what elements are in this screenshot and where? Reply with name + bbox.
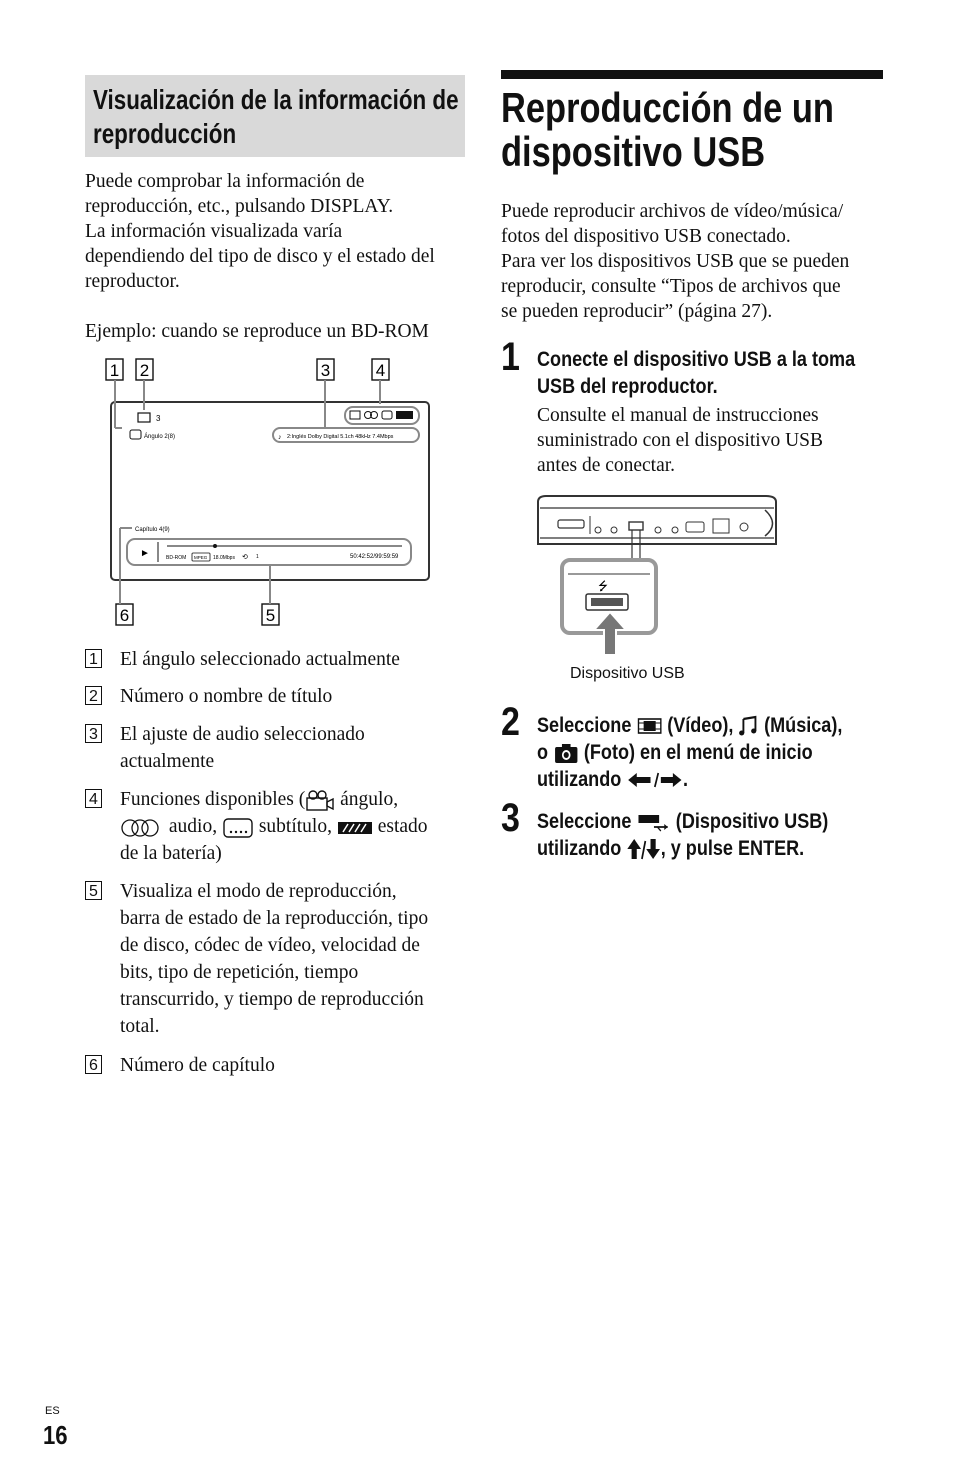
step-text: (Música),: [759, 714, 843, 737]
chapter-text: Capítulo 4(9): [135, 527, 170, 533]
title-rule: [501, 70, 883, 79]
step-title: [537, 712, 898, 793]
example-caption: Ejemplo: cuando se reproduce un BD-ROM: [85, 321, 429, 342]
step-line: USB del reproductor.: [537, 375, 718, 398]
item-text: subtítulo,: [253, 816, 337, 837]
step-body-line: Consulte el manual de instrucciones: [537, 405, 819, 426]
intro-line: Puede reproducir archivos de vídeo/música/: [501, 201, 844, 222]
battery-icon: [396, 411, 413, 419]
callout-label: 4: [375, 361, 386, 380]
usb-connection-illustration: [530, 490, 790, 660]
bitrate: 18.0Mbps: [213, 555, 235, 561]
step-body-line: suministrado con el dispositivo USB: [537, 430, 824, 451]
usb-symbol-icon: ⭍: [598, 579, 608, 593]
intro-line: Puede comprobar la información de: [85, 171, 365, 192]
step-title: [537, 808, 898, 862]
step-text: Seleccione: [537, 714, 637, 737]
step-text: , y pulse ENTER.: [660, 837, 805, 860]
step-body: [537, 403, 823, 478]
intro-line: Para ver los dispositivos USB que se pueden: [501, 251, 850, 272]
camera-angle-icon: [305, 790, 335, 812]
battery-icon: [337, 819, 373, 837]
intro-line: fotos del dispositivo USB conectado.: [501, 226, 791, 247]
audio-icon: [120, 818, 164, 838]
item-text: audio,: [164, 816, 222, 837]
item-text: barra de estado de la reproducción, tipo: [120, 908, 429, 929]
step-text: utilizando: [537, 768, 627, 791]
section-heading: Visualización de la información de reproducción: [93, 84, 459, 149]
step-text: .: [683, 768, 689, 791]
music-icon: [738, 715, 759, 737]
item-text: total.: [120, 1016, 160, 1037]
title-line: Reproducción de un: [501, 84, 834, 131]
intro-line: reproductor.: [85, 271, 180, 292]
step-title: [537, 346, 881, 400]
title-line: dispositivo USB: [501, 128, 766, 175]
item-text: de la batería): [120, 843, 222, 864]
codec: MPEG: [194, 555, 208, 560]
step-text: Seleccione: [537, 810, 637, 833]
title-number: 3: [156, 414, 161, 423]
step-number: 1: [501, 335, 520, 379]
item-number: 3: [85, 724, 102, 743]
repeat-value: 1: [256, 554, 259, 560]
audio-text: 2:Inglés Dolby Digital 5.1ch 48kHz 7.4Mbps: [287, 434, 394, 440]
callout-label: 2: [139, 361, 150, 380]
angle-text: Ángulo 2(8): [144, 434, 176, 440]
step-text: (Foto) en el menú de inicio: [578, 741, 813, 764]
intro-line: se pueden reproducir” (página 27).: [501, 301, 773, 322]
step-text: utilizando: [537, 837, 627, 860]
item-text: El ángulo seleccionado actualmente: [120, 649, 400, 670]
callout-label: 6: [119, 606, 130, 625]
page-number: 16: [43, 1420, 68, 1450]
item-text: Número o nombre de título: [120, 686, 333, 707]
item-text: transcurrido, y tiempo de reproducción: [120, 989, 424, 1010]
page-language: ES: [45, 1405, 60, 1417]
repeat-icon: ⟲: [242, 553, 248, 561]
left-right-arrows-icon: [626, 770, 683, 790]
item-text: Visualiza el modo de reproducción,: [120, 881, 397, 902]
item-number: 4: [85, 789, 102, 808]
item-text: Funciones disponibles (: [120, 789, 306, 810]
item-number: 5: [85, 881, 102, 900]
device-label: Dispositivo USB: [570, 665, 685, 682]
item-text: de disco, códec de vídeo, velocidad de: [120, 935, 420, 956]
step-text: (Vídeo),: [662, 714, 739, 737]
item-number: 6: [85, 1055, 102, 1074]
intro-paragraph: [85, 169, 435, 294]
display-info-diagram: [100, 352, 440, 632]
callout-label: 5: [265, 606, 276, 625]
subtitle-icon: [222, 817, 254, 839]
callout-label: 3: [320, 361, 331, 380]
item-text: El ajuste de audio seleccionado: [120, 724, 365, 745]
item-number: 1: [85, 649, 102, 668]
step-line: Conecte el dispositivo USB a la toma: [537, 348, 856, 371]
usb-device-icon: [636, 811, 670, 833]
usb-intro: [501, 199, 849, 324]
up-down-arrows-icon: [626, 838, 660, 860]
item-text: bits, tipo de repetición, tiempo: [120, 962, 359, 983]
step-text: o: [537, 741, 554, 764]
intro-line: reproducir, consulte “Tipos de archivos que: [501, 276, 841, 297]
intro-line: dependiendo del tipo de disco y el estado del: [85, 246, 435, 267]
item-text: estado: [372, 816, 428, 837]
video-icon: [636, 716, 662, 736]
play-icon: ►: [140, 548, 150, 559]
disc-type: BD-ROM: [166, 555, 187, 561]
step-body-line: antes de conectar.: [537, 455, 676, 476]
photo-icon: [553, 742, 579, 764]
item-text: Número de capítulo: [120, 1055, 275, 1076]
intro-line: reproducción, etc., pulsando DISPLAY.: [85, 196, 394, 217]
item-text: ángulo,: [335, 789, 399, 810]
time-display: 50:42:52/99:59:59: [350, 554, 399, 560]
section-heading-box: [85, 75, 465, 157]
callout-label: 1: [109, 361, 120, 380]
page-title: [501, 86, 886, 174]
step-text: (Dispositivo USB): [670, 810, 829, 833]
step-number: 2: [501, 700, 520, 744]
intro-line: La información visualizada varía: [85, 221, 343, 242]
item-number: 2: [85, 686, 102, 705]
progress-marker: [213, 544, 217, 548]
item-text: actualmente: [120, 751, 215, 772]
music-note-icon: ♪: [278, 433, 282, 441]
step-number: 3: [501, 796, 520, 840]
